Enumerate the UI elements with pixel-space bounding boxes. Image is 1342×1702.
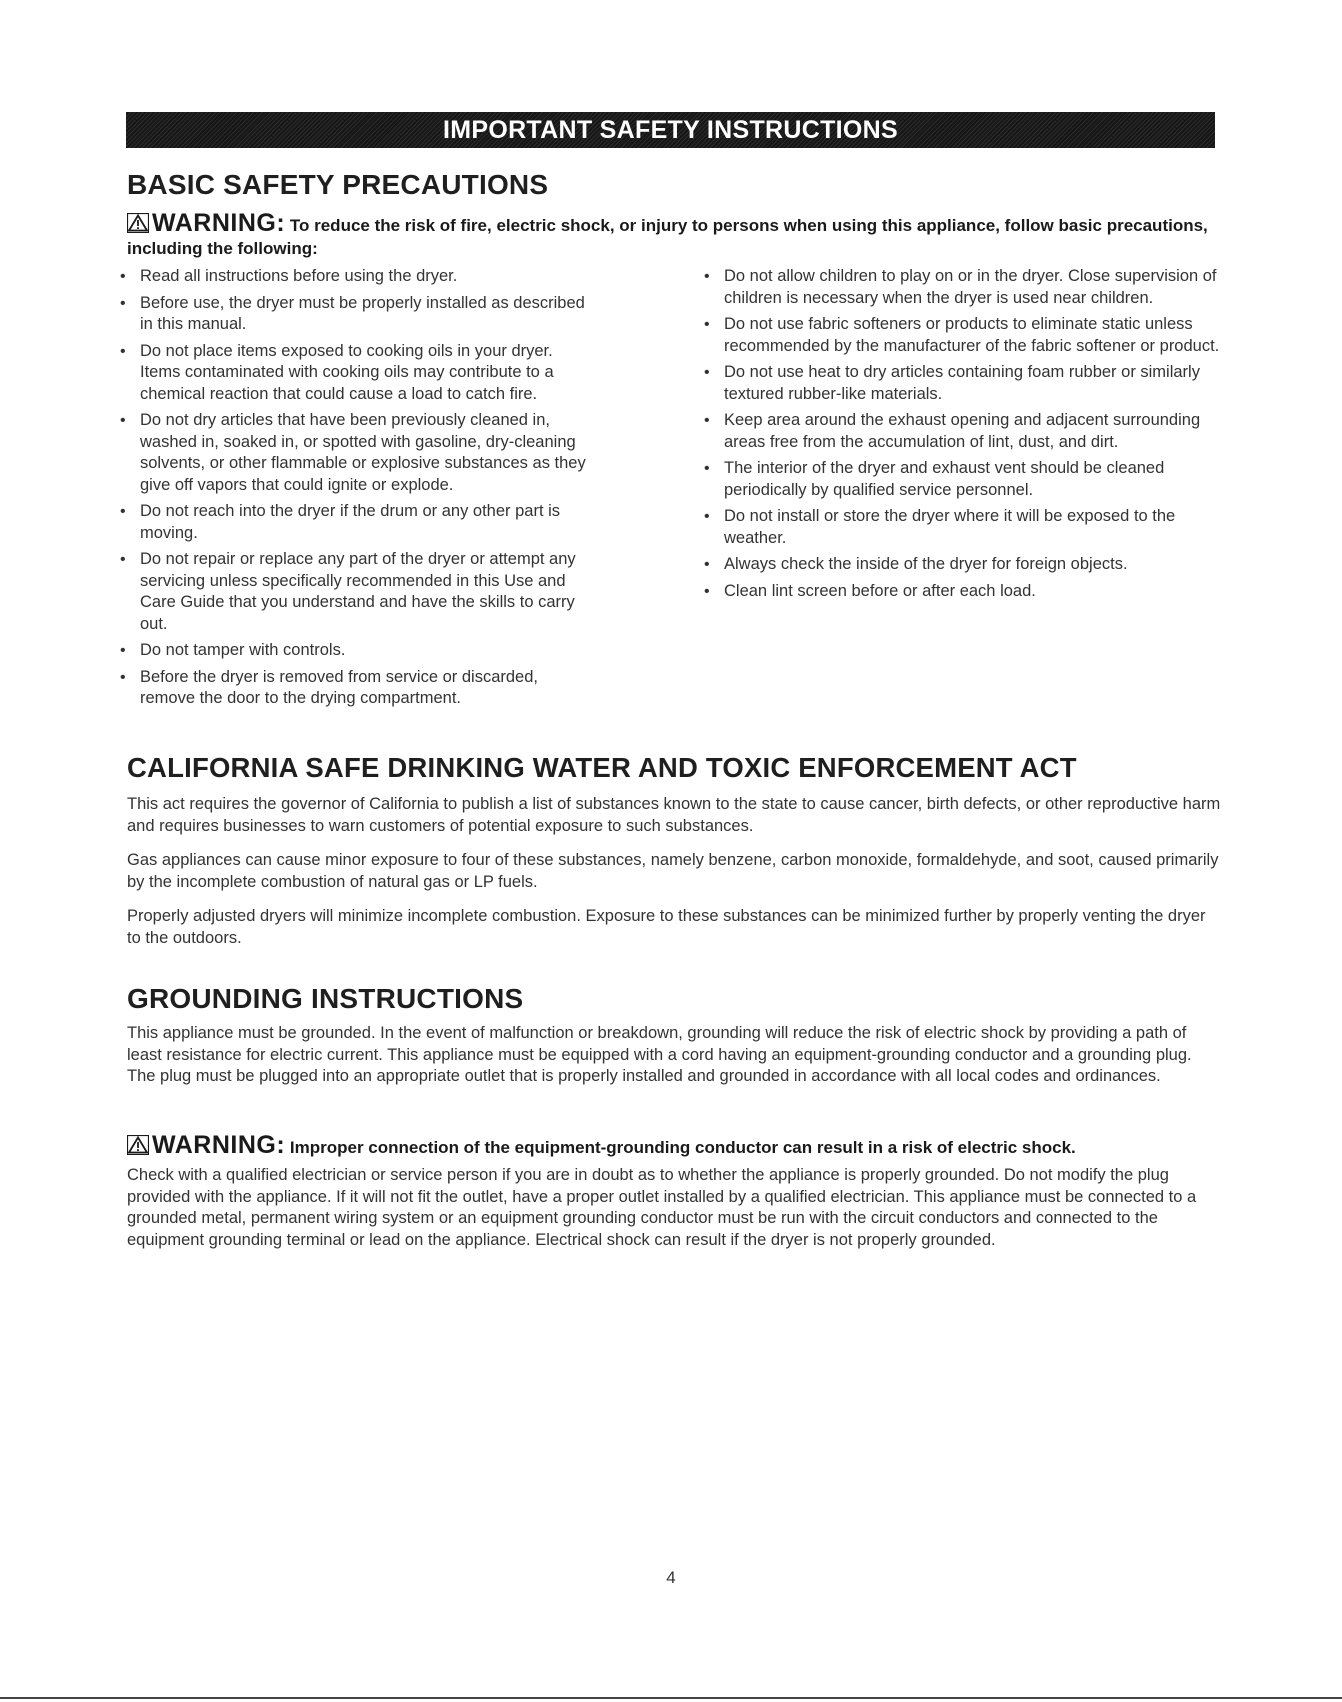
precaution-text: Do not reach into the dryer if the drum or any other part is moving. <box>140 502 561 542</box>
page-number: 4 <box>666 1568 676 1587</box>
precaution-text: Keep area around the exhaust opening and adjacent surrounding areas free from the accumulation of lint, dust, and dirt. <box>724 411 1201 451</box>
precaution-item <box>702 554 1222 576</box>
precaution-text: Do not place items exposed to cooking oils in your dryer. Items contaminated with cooking oils may contribute to a chemical reaction that could cause a load to catch fire. <box>140 341 554 403</box>
precaution-text: Do not use fabric softeners or products to eliminate static unless recommended by the manufacturer of the fabric softener or product. <box>724 315 1220 355</box>
warning-label: WARNING: <box>152 209 286 237</box>
precaution-item <box>702 458 1222 501</box>
precaution-item <box>702 314 1222 357</box>
precaution-item <box>118 640 596 662</box>
bullet-icon: • <box>704 268 710 285</box>
bullet-icon: • <box>120 342 126 360</box>
bullet-icon: • <box>120 551 126 568</box>
california-act-heading: CALIFORNIA SAFE DRINKING WATER AND TOXIC ENFORCEMENT ACT <box>127 752 1077 783</box>
precaution-text: Before use, the dryer must be properly installed as described in this manual. <box>140 293 585 333</box>
precaution-text: Do not install or store the dryer where it will be exposed to the weather. <box>724 507 1176 547</box>
precaution-text: Always check the inside of the dryer for foreign objects. <box>724 555 1128 573</box>
basic-safety-heading: BASIC SAFETY PRECAUTIONS <box>127 169 549 200</box>
grounding-heading: GROUNDING INSTRUCTIONS <box>127 983 524 1014</box>
safety-banner <box>126 112 1215 148</box>
bullet-icon: • <box>704 582 710 600</box>
bullet-icon: • <box>120 642 126 659</box>
precaution-item <box>118 266 596 288</box>
precaution-text: Read all instructions before using the dryer. <box>140 267 458 285</box>
basic-warning <box>127 209 1217 259</box>
precaution-item <box>118 293 596 336</box>
california-paragraph: Properly adjusted dryers will minimize incomplete combustion. Exposure to these substances can be minimized further by properly venting the dryer to the outdoors. <box>127 907 1206 947</box>
precaution-item <box>118 667 596 710</box>
precaution-item <box>702 266 1222 309</box>
bullet-icon: • <box>704 460 710 477</box>
warning-triangle-icon <box>127 1135 149 1160</box>
bullet-icon: • <box>704 364 710 381</box>
grounding-warning <box>127 1131 1217 1160</box>
left-precautions-list <box>118 266 596 715</box>
precaution-item <box>118 549 596 635</box>
bullet-icon: • <box>704 508 710 525</box>
precaution-item <box>702 410 1222 453</box>
precaution-item <box>118 501 596 544</box>
bullet-icon: • <box>704 412 710 429</box>
bullet-icon: • <box>704 316 710 333</box>
grounding-warning-body: Check with a qualified electrician or service person if you are in doubt as to whether the appliance is properly grounded. Do not modify the plug provided with the appliance. If it will not fit the outlet, have a proper outlet installed by a qualified electrician. This appliance must be connected to a grounded metal, permanent wiring system or an equipment grounding conductor must be run with the circuit conductors and connected to the equipment grounding terminal or lead on the appliance. Electrical shock can result if the dryer is not properly grounded. <box>127 1166 1197 1249</box>
precaution-text: Do not use heat to dry articles containing foam rubber or similarly textured rubber-like materials. <box>724 363 1200 403</box>
bullet-icon: • <box>120 668 126 686</box>
precaution-text: Do not dry articles that have been previously cleaned in, washed in, soaked in, or spotted with gasoline, dry-cleaning solvents, or other flammable or explosive substances as they give off vapors that could ignite or explode. <box>140 411 586 494</box>
precaution-text: The interior of the dryer and exhaust vent should be cleaned periodically by qualified service personnel. <box>724 459 1165 499</box>
bullet-icon: • <box>704 556 710 573</box>
precaution-text: Do not allow children to play on or in the dryer. Close supervision of children is necessary when the dryer is used near children. <box>724 267 1217 307</box>
california-paragraph: This act requires the governor of California to publish a list of substances known to the state to cause cancer, birth defects, or other reproductive harm and requires businesses to warn customers of potential exposure to such substances. <box>127 795 1221 835</box>
california-paragraph: Gas appliances can cause minor exposure to four of these substances, namely benzene, carbon monoxide, formaldehyde, and soot, caused primarily by the incomplete combustion of natural gas or LP fuels. <box>127 851 1219 891</box>
precaution-text: Before the dryer is removed from service or discarded, remove the door to the drying compartment. <box>140 667 538 707</box>
warning-text: To reduce the risk of fire, electric shock, or injury to persons when using this appliance, follow basic precautions, including the following: <box>127 216 1208 258</box>
precaution-text: Do not tamper with controls. <box>140 641 346 659</box>
precaution-item <box>702 362 1222 405</box>
precaution-item <box>702 581 1222 603</box>
precaution-item <box>118 341 596 406</box>
warning-triangle-icon <box>127 213 149 238</box>
grounding-paragraph: This appliance must be grounded. In the event of malfunction or breakdown, grounding will reduce the risk of electric shock by providing a path of least resistance for electric current. This appliance must be equipped with a cord having an equipment-grounding conductor and a grounding plug. The plug must be plugged into an appropriate outlet that is properly installed and grounded in accordance with all local codes and ordinances. <box>127 1024 1192 1085</box>
precaution-item <box>118 410 596 496</box>
precaution-item <box>702 506 1222 549</box>
grounding-warning-bold: Improper connection of the equipment-grounding conductor can result in a risk of electric shock. <box>285 1138 1076 1157</box>
bullet-icon: • <box>120 503 126 520</box>
bullet-icon: • <box>120 294 126 312</box>
precaution-text: Do not repair or replace any part of the dryer or attempt any servicing unless specifically recommended in this Use and Care Guide that you understand and have the skills to carry out. <box>140 550 576 633</box>
warning-label: WARNING: <box>152 1131 286 1159</box>
precaution-text: Clean lint screen before or after each load. <box>724 581 1036 600</box>
right-precautions-list <box>702 266 1222 607</box>
bullet-icon: • <box>120 412 126 429</box>
banner-title: IMPORTANT SAFETY INSTRUCTIONS <box>442 115 898 144</box>
bullet-icon: • <box>120 268 126 285</box>
bottom-rule <box>0 1697 1342 1699</box>
